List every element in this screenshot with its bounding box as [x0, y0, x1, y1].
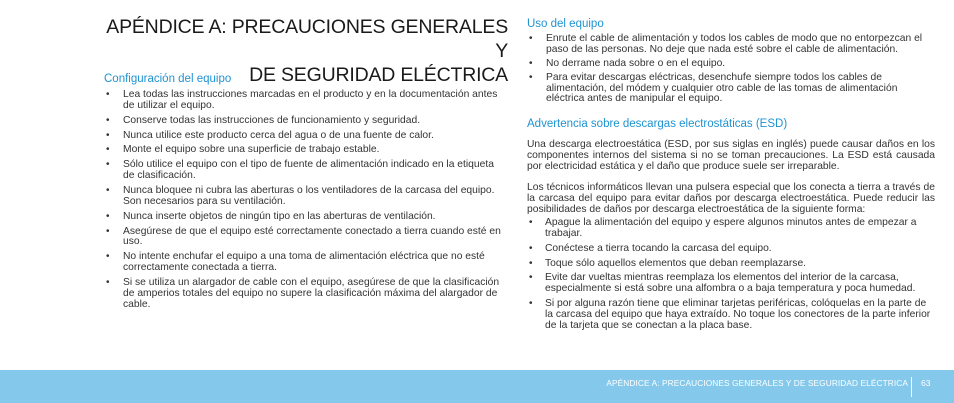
footer-bar — [0, 370, 954, 403]
esd-heading: Advertencia sobre descargas electrostáticas (ESD) — [527, 118, 788, 131]
config-item: • Conserve todas las instrucciones de funcionamiento y seguridad. — [104, 116, 508, 127]
left-column — [104, 72, 508, 314]
esd-item: • Toque sólo aquellos elementos que deban reemplazarse. — [527, 259, 935, 270]
config-item: • Nunca inserte objetos de ningún tipo en las aberturas de ventilación. — [104, 212, 508, 223]
footer-section-title: APÉNDICE A: PRECAUCIONES GENERALES Y DE SEGURIDAD ELÉCTRICA — [606, 378, 908, 388]
esd-item: • Conéctese a tierra tocando la carcasa del equipo. — [527, 244, 935, 255]
uso-item: • Para evitar descargas eléctricas, desenchufe siempre todos los cables de alimentación, del módem y cualquier otro cable de las tomas de alimentación eléctrica antes de manipular el equipo. — [527, 73, 935, 105]
config-item: • No intente enchufar el equipo a una toma de alimentación eléctrica que no esté correctamente conectada a tierra. — [104, 252, 508, 274]
uso-item: • No derrame nada sobre o en el equipo. — [527, 59, 935, 70]
page-number: 63 — [921, 378, 931, 388]
esd-item: • Si por alguna razón tiene que eliminar tarjetas periféricas, colóquelas en la parte de la carcasa del equipo que haya extraído. No toque los conectores de la parte inferior de la tarjeta que se conectan a la placa base. — [527, 299, 935, 331]
esd-list — [527, 218, 935, 331]
right-column — [527, 17, 935, 335]
esd-item: • Evite dar vueltas mientras reemplaza los elementos del interior de la carcasa, especialmente si está sobre una alfombra o a baja temperatura y poca humedad. — [527, 273, 935, 295]
config-item: • Monte el equipo sobre una superficie de trabajo estable. — [104, 145, 508, 156]
uso-list — [527, 34, 935, 105]
esd-paragraph-1: Una descarga electroestática (ESD, por sus siglas en inglés) puede causar daños en los componentes internos del sistema si no se toman precauciones. La ESD está causada por electricidad estática y el daño que produce suele ser irreparable. — [527, 139, 935, 173]
config-heading: Configuración del equipo — [104, 73, 232, 85]
uso-heading: Uso del equipo — [527, 18, 604, 30]
config-item: • Si se utiliza un alargador de cable con el equipo, asegúrese de que la clasificación de amperios totales del equipo no supere la clasificación máxima del alargador de cable. — [104, 278, 508, 310]
page-title-line-1: APÉNDICE A: PRECAUCIONES GENERALES Y — [106, 16, 508, 62]
esd-paragraph-2: Los técnicos informáticos llevan una pulsera especial que los conecta a tierra a través de la carcasa del equipo para evitar daños por descarga electroestática. Puede reducir las posibilidades de daños por descarga electroestática de la siguiente forma: — [527, 182, 935, 216]
config-item: • Sólo utilice el equipo con el tipo de fuente de alimentación indicado en la etiqueta de clasificación. — [104, 160, 508, 182]
page-title-line-2: DE SEGURIDAD ELÉCTRICA — [249, 64, 508, 86]
config-item: • Lea todas las instrucciones marcadas en el producto y en la documentación antes de utilizar el equipo. — [104, 90, 508, 112]
config-item: • Asegúrese de que el equipo esté correctamente conectado a tierra cuando esté en uso. — [104, 227, 508, 249]
config-list — [104, 90, 508, 310]
config-item: • Nunca bloquee ni cubra las aberturas o los ventiladores de la carcasa del equipo. Son necesarios para su ventilación. — [104, 186, 508, 208]
uso-item: • Enrute el cable de alimentación y todos los cables de modo que no entorpezcan el paso de las personas. No deje que nada esté sobre el cable de alimentación. — [527, 34, 935, 56]
footer-divider — [911, 377, 912, 397]
config-item: • Nunca utilice este producto cerca del agua o de una fuente de calor. — [104, 131, 508, 142]
esd-item: • Apague la alimentación del equipo y espere algunos minutos antes de empezar a trabajar. — [527, 218, 935, 240]
